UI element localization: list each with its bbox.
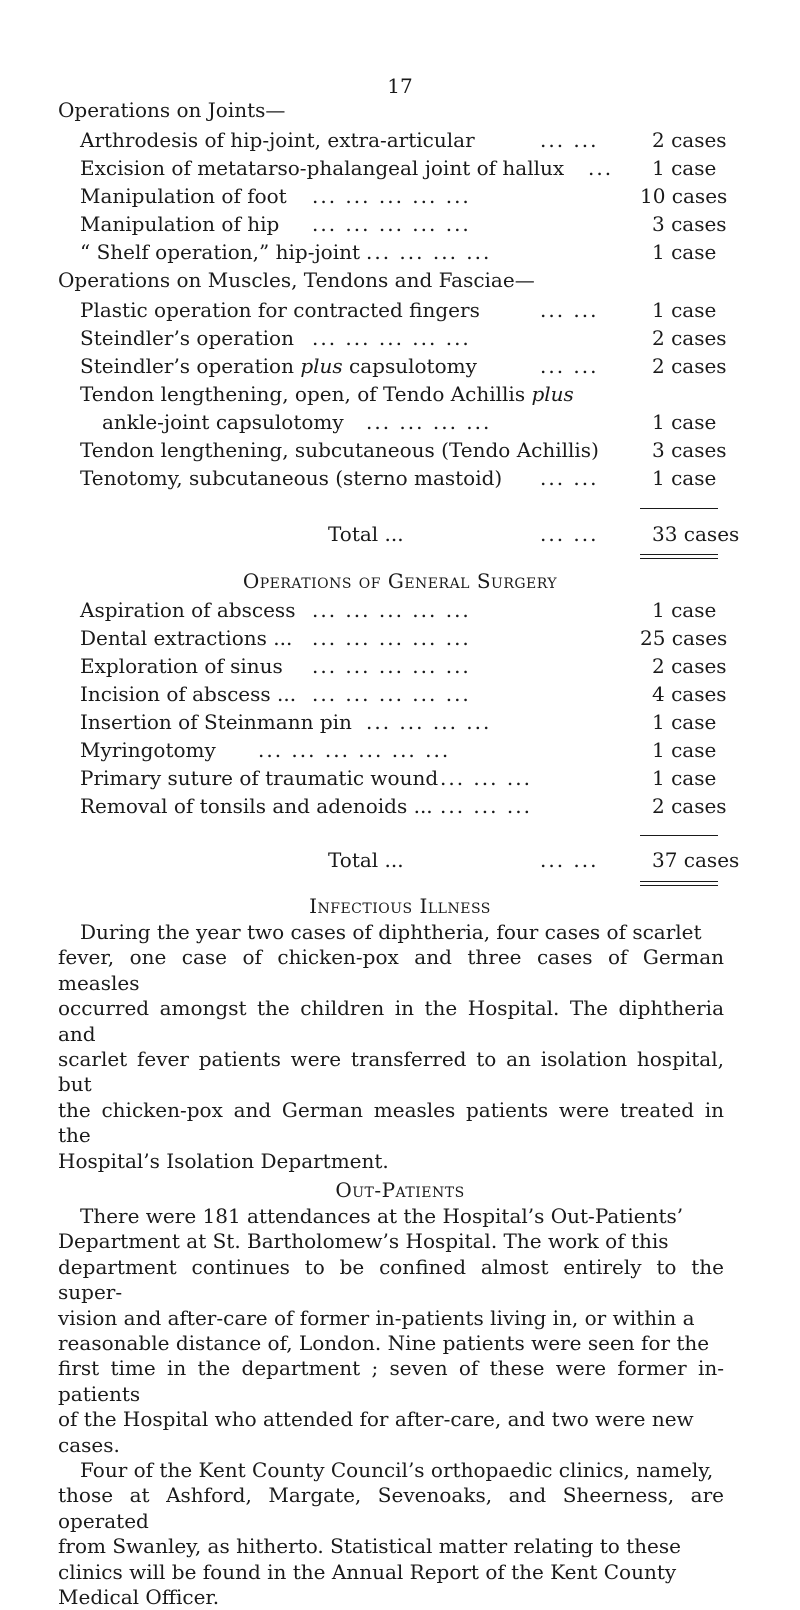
double-rule [640, 881, 718, 886]
total-rule [640, 835, 718, 836]
total-row: Total ... ... ... 33 cases [328, 522, 740, 546]
list-item: Manipulation of hip ... ... ... ... ... 3 cases [80, 212, 727, 236]
double-rule [640, 554, 718, 559]
list-item: Myringotomy ... ... ... ... ... ... 1 case [80, 738, 717, 762]
list-item: “ Shelf operation,” hip-joint ... ... ... ... 1 case [80, 240, 717, 264]
list-item: Exploration of sinus ... ... ... ... ... 2 cases [80, 654, 727, 678]
out-patients-paragraph-1: There were 181 attendances at the Hospital’s Out-Patients’ Department at St. Bartholomew’s Hospital. The work of this department continues to be confined almost entirely to the super- vision and after-care of former in-patients living in, or within a reasonable distance of, London. Nine patients were seen for the first time in the department ; seven of these were former in-patients of the Hospital who attended for after-care, and two were new cases. [58, 1204, 724, 1457]
list-item: Tendon lengthening, open, of Tendo Achillis plus [80, 382, 574, 406]
joints-heading: Operations on Joints— [58, 98, 286, 122]
list-item: Insertion of Steinmann pin ... ... ... ... 1 case [80, 710, 717, 734]
list-item: Steindler’s operation ... ... ... ... ... 2 cases [80, 326, 727, 350]
page-number: 17 [387, 74, 413, 98]
out-patients-paragraph-2: Four of the Kent County Council’s orthopaedic clinics, namely, those at Ashford, Margate, Sevenoaks, and Sheerness, are operated from Swanley, as hitherto. Statistical matter relating to these clinics will be found in the Annual Report of the Kent County Medical Officer. [58, 1458, 724, 1610]
list-item: Dental extractions ... ... ... ... ... ... 25 cases [80, 626, 728, 650]
infectious-illness-heading: Infectious Illness [309, 894, 491, 918]
general-surgery-heading: Operations of General Surgery [242, 569, 558, 593]
out-patients-heading: Out-Patients [335, 1178, 465, 1202]
infectious-illness-paragraph: During the year two cases of diphtheria, four cases of scarlet fever, one case of chicken-pox and three cases of German measles occurred amongst the children in the Hospital. The diphtheria and scarlet fever patients were transferred to an isolation hospital, but the chicken-pox and German measles patients were treated in the Hospital’s Isolation Department. [58, 920, 724, 1173]
list-item: Excision of metatarso-phalangeal joint of hallux ... 1 case [80, 156, 717, 180]
list-item: Aspiration of abscess ... ... ... ... ... 1 case [80, 598, 717, 622]
list-item: Arthrodesis of hip-joint, extra-articular ... ... 2 cases [80, 128, 727, 152]
total-row: Total ... ... ... 37 cases [328, 848, 740, 872]
list-item: Tendon lengthening, subcutaneous (Tendo Achillis) 3 cases [80, 438, 727, 462]
muscles-heading: Operations on Muscles, Tendons and Fasciae— [58, 268, 535, 292]
list-item: Removal of tonsils and adenoids ... ... ... ... 2 cases [80, 794, 727, 818]
list-item: Plastic operation for contracted fingers ... ... 1 case [80, 298, 717, 322]
list-item: Primary suture of traumatic wound ... ... ... 1 case [80, 766, 717, 790]
total-rule [640, 508, 718, 509]
list-item: Tenotomy, subcutaneous (sterno mastoid) ... ... 1 case [80, 466, 717, 490]
list-item: ankle-joint capsulotomy ... ... ... ... 1 case [102, 410, 717, 434]
list-item: Manipulation of foot ... ... ... ... ... 10 cases [80, 184, 728, 208]
list-item: Incision of abscess ... ... ... ... ... ... 4 cases [80, 682, 727, 706]
list-item: Steindler’s operation plus capsulotomy ... ... 2 cases [80, 354, 727, 378]
